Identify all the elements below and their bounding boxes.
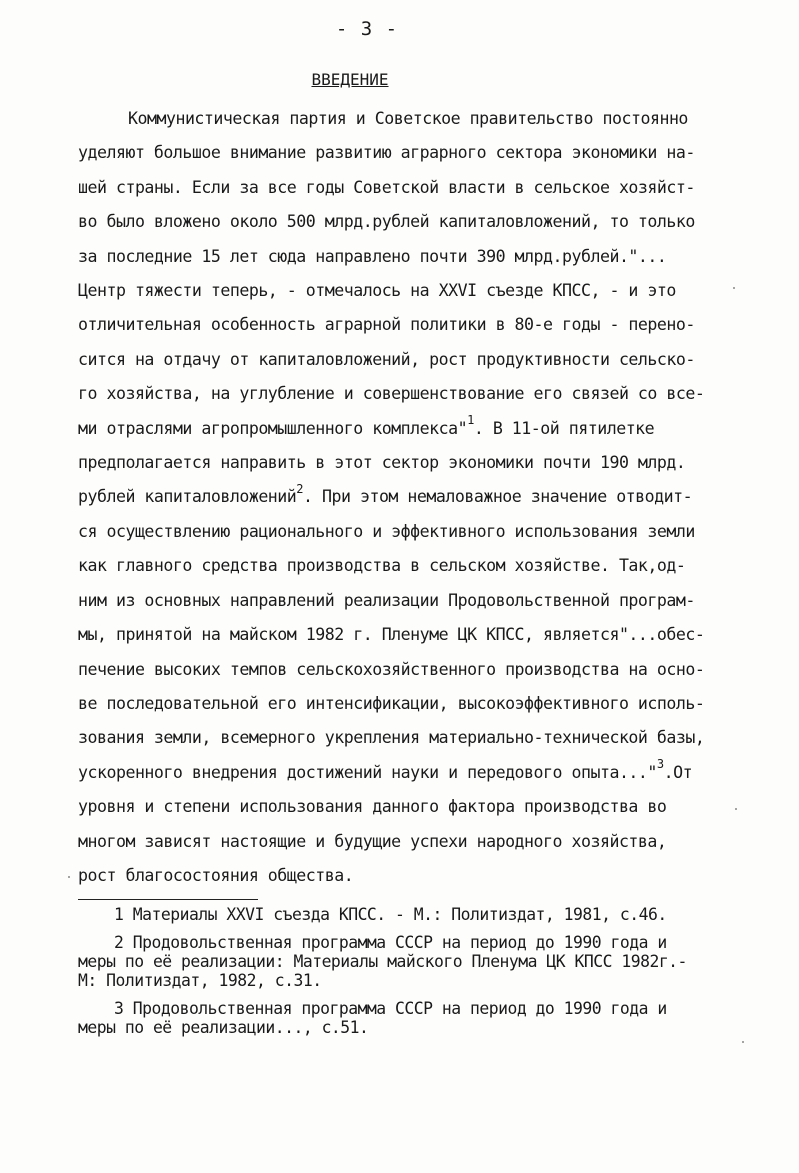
footnote-line: 3 Продовольственная программа СССР на период до 1990 года и <box>114 999 667 1018</box>
text-fragment: рублей капиталовложений <box>78 487 297 507</box>
text-line: печение высоких темпов сельскохозяйственного производства на осно- <box>78 659 705 679</box>
text-line: зования земли, всемерного укрепления материально-технической базы, <box>78 728 705 748</box>
footnote-ref-1: 1 <box>467 413 474 428</box>
footnote-line: меры по её реализации..., с.51. <box>78 1018 369 1037</box>
scan-speck <box>68 876 70 878</box>
text-line: Коммунистическая партия и Советское правительство постоянно <box>128 109 688 128</box>
text-line: рост благосостояния общества. <box>78 865 354 885</box>
text-line <box>78 480 768 514</box>
text-line: за последние 15 лет сюда направлено почти 390 млрд.рублей."... <box>78 246 667 266</box>
page-number: - 3 - <box>335 18 399 40</box>
text-fragment: . При этом немаловажное значение отводит- <box>303 487 693 507</box>
text-line: во было вложено около 500 млрд.рублей капиталовложений, то только <box>78 212 695 232</box>
footnotes <box>78 905 768 1046</box>
text-fragment: .От <box>663 762 693 782</box>
footnote-line: 2 Продовольственная программа СССР на период до 1990 года и <box>114 933 667 952</box>
footnote-ref-2: 2 <box>296 481 304 496</box>
text-line: ним из основных направлений реализации Продовольственной програм- <box>78 590 695 610</box>
text-line: предполагается направить в этот сектор экономики почти 190 млрд. <box>78 453 686 473</box>
footnote-line: М: Политиздат, 1982, с.31. <box>78 971 322 990</box>
text-line: мы, принятой на майском 1982 г. Пленуме ЦК КПСС, является"...обес- <box>78 625 705 645</box>
text-line <box>78 412 768 446</box>
footnote-3 <box>78 999 768 1037</box>
footnote-line: меры по её реализации: Материалы майского Пленума ЦК КПСС 1982г.- <box>78 952 687 971</box>
text-fragment: . В 11-ой пятилетке <box>473 418 655 438</box>
scan-speck <box>733 287 735 289</box>
text-line <box>78 756 768 790</box>
text-line: уделяют большое внимание развитию аграрного сектора экономики на- <box>78 143 695 163</box>
text-line: го хозяйства, на углубление и совершенствование его связей со все- <box>78 384 705 404</box>
text-line: Центр тяжести теперь, - отмечалось на XXVI съезде КПСС, - и это <box>78 281 676 301</box>
footnote-2 <box>78 933 768 990</box>
text-line: уровня и степени использования данного фактора производства во <box>78 797 667 817</box>
text-line: как главного средства производства в сельском хозяйстве. Так,од- <box>78 556 686 576</box>
text-line: многом зависят настоящие и будущие успехи народного хозяйства, <box>78 831 667 851</box>
section-heading: ВВЕДЕНИЕ <box>311 70 389 89</box>
text-fragment: ускоренного внедрения достижений науки и передового опыта..." <box>78 762 657 782</box>
text-line: шей страны. Если за все годы Советской власти в сельское хозяйст- <box>78 177 695 197</box>
text-fragment: ми отраслями агропромышленного комплекса" <box>78 418 468 438</box>
text-line: отличительная особенность аграрной политики в 80-е годы - перено- <box>78 315 695 335</box>
text-line: ве последовательной его интенсификации, высокоэффективного исполь- <box>78 693 705 713</box>
scan-speck <box>742 1041 744 1043</box>
footnote-divider <box>78 899 258 900</box>
footnote-ref-3: 3 <box>656 757 664 772</box>
text-line: ся осуществлению рационального и эффективного использования земли <box>78 521 695 541</box>
scan-speck <box>735 808 737 810</box>
footnote-1 <box>78 905 768 924</box>
footnote-line: 1 Материалы XXVI съезда КПСС. - М.: Политиздат, 1981, с.46. <box>114 905 667 924</box>
text-line: сится на отдачу от капиталовложений, рост продуктивности сельско- <box>78 349 695 369</box>
body-text <box>78 102 768 893</box>
